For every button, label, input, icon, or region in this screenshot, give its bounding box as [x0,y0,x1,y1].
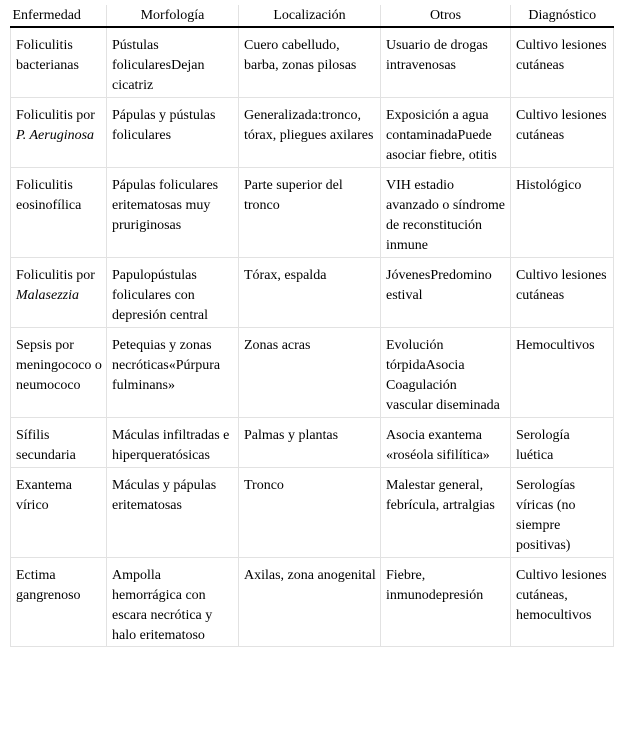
table-row [11,27,614,98]
cell-text: Exposición a agua contaminada [386,108,489,143]
cell-text-italic: Malasezzia [16,288,79,303]
cell-localizacion: Palmas y plantas [239,418,381,468]
cell-diagnostico: Cultivo lesiones cutáneas, hemocultivos [511,558,614,647]
cell-morfologia: Pápulas foliculares eritematosas muy pruriginosas [107,168,239,258]
cell-enfermedad: Ectima gangrenoso [11,558,107,647]
header-localizacion: Localización [239,5,381,27]
cell-diagnostico: Serología luética [511,418,614,468]
cell-localizacion: Tórax, espalda [239,258,381,328]
table-body [11,27,614,647]
cell-text: Foliculitis por [16,268,95,283]
cell-diagnostico: Cultivo lesiones cutáneas [511,258,614,328]
header-diagnostico: Diagnóstico [511,5,614,27]
cell-morfologia: Ampolla hemorrágica con escara necrótica y halo eritematoso [107,558,239,647]
cell-diagnostico: Histológico [511,168,614,258]
table-row [11,258,614,328]
cell-text: Petequias y zonas necróticas [112,338,212,373]
cell-enfermedad [11,98,107,168]
cell-otros: VIH estadio avanzado o síndrome de reconstitución inmune [381,168,511,258]
cell-otros: Malestar general, febrícula, artralgias [381,468,511,558]
cell-morfologia: Máculas infiltradas e hiperqueratósicas [107,418,239,468]
cell-localizacion: Tronco [239,468,381,558]
cell-localizacion: Parte superior del tronco [239,168,381,258]
cell-text: Jóvenes [386,268,431,283]
cell-localizacion: Cuero cabelludo, barba, zonas pilosas [239,27,381,98]
cell-text: «Púrpura fulminans» [112,358,221,393]
cell-morfologia [107,328,239,418]
cell-text-italic: P. Aeruginosa [16,128,95,143]
table-row [11,168,614,258]
table-row [11,558,614,647]
table-row [11,328,614,418]
cell-otros [381,98,511,168]
cell-localizacion: Generalizada:tronco, tórax, pliegues axilares [239,98,381,168]
header-morfologia: Morfología [107,5,239,27]
cell-enfermedad: Sepsis por meningococo o neumococo [11,328,107,418]
cell-localizacion: Axilas, zona anogenital [239,558,381,647]
header-otros: Otros [381,5,511,27]
cell-diagnostico: Serologías víricas (no siempre positivas) [511,468,614,558]
cell-otros [381,328,511,418]
cell-text: Dejan cicatriz [112,58,205,93]
cell-text: Evolución tórpida [386,338,444,373]
cell-text: Pústulas foliculares [112,38,172,73]
header-enfermedad: Enfermedad [11,5,107,27]
cell-enfermedad [11,258,107,328]
cell-enfermedad: Foliculitis eosinofílica [11,168,107,258]
table-row [11,98,614,168]
cell-morfologia: Máculas y pápulas eritematosas [107,468,239,558]
cell-text: Asocia Coagulación vascular diseminada [386,358,500,413]
cell-enfermedad: Foliculitis bacterianas [11,27,107,98]
cell-text: Puede asociar fiebre, otitis [386,128,497,163]
diagnosis-table [10,5,614,647]
cell-text: Foliculitis por [16,108,95,123]
cell-diagnostico: Cultivo lesiones cutáneas [511,27,614,98]
table-header [11,5,614,27]
table-row [11,468,614,558]
header-row [11,5,614,27]
cell-diagnostico: Hemocultivos [511,328,614,418]
cell-enfermedad: Exantema vírico [11,468,107,558]
table-row [11,418,614,468]
cell-localizacion: Zonas acras [239,328,381,418]
cell-otros: Fiebre, inmunodepresión [381,558,511,647]
cell-otros [381,258,511,328]
cell-morfologia: Papulopústulas foliculares con depresión central [107,258,239,328]
cell-otros: Usuario de drogas intravenosas [381,27,511,98]
cell-enfermedad: Sífilis secundaria [11,418,107,468]
cell-diagnostico: Cultivo lesiones cutáneas [511,98,614,168]
cell-text: Predomino estival [386,268,492,303]
cell-morfologia [107,27,239,98]
cell-morfologia: Pápulas y pústulas foliculares [107,98,239,168]
cell-otros: Asocia exantema «roséola sifilítica» [381,418,511,468]
